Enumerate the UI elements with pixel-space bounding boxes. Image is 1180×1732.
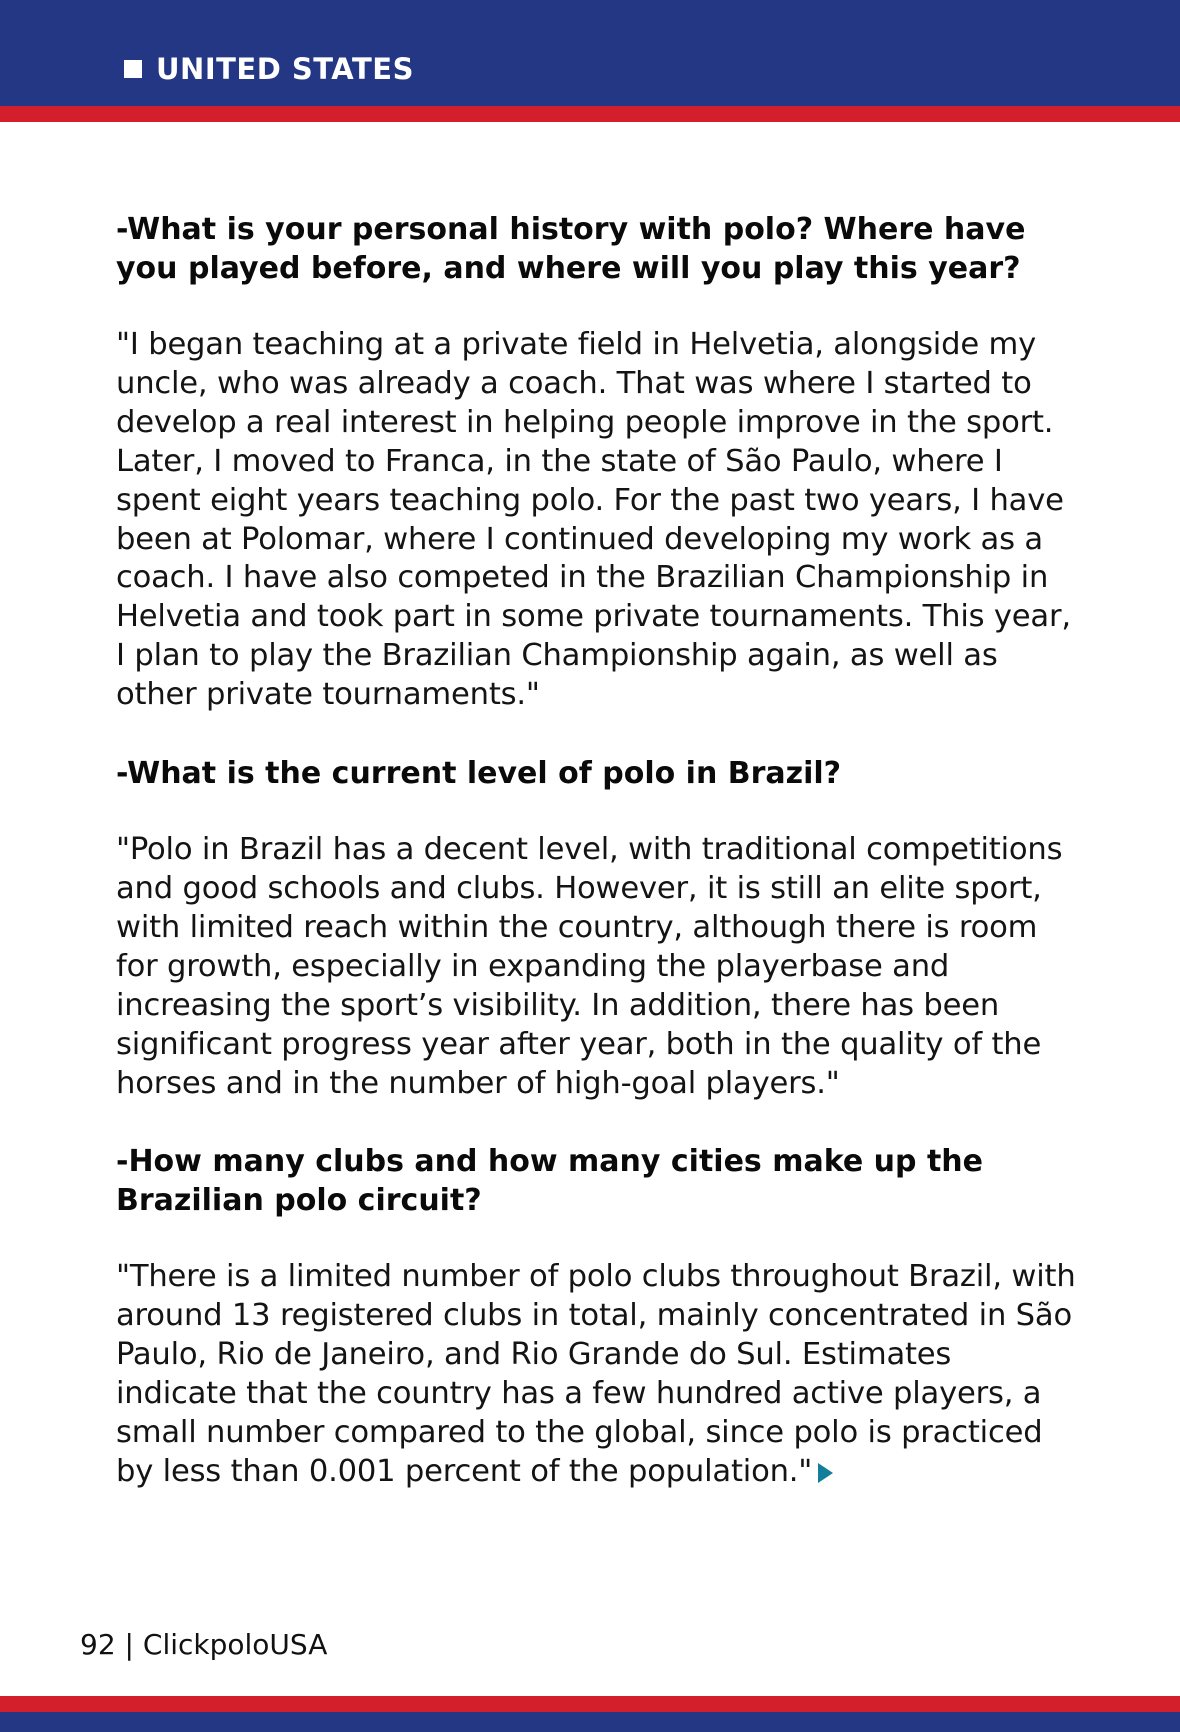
answer-3: [116, 1258, 1076, 1491]
section-label: [124, 52, 414, 86]
header-band: [0, 0, 1180, 106]
footer-stripe: [0, 1696, 1180, 1712]
question-3: -How many clubs and how many cities make up the Brazilian polo circuit?: [116, 1144, 983, 1219]
footer-band: [0, 1712, 1180, 1732]
answer-2: "Polo in Brazil has a decent level, with traditional competitions and good schools and clubs. However, it is still an elite sport, with limited reach within the country, although there is room for growth, especially in expanding the playerbase and increasing the sport’s visibility. In addition, there has been significant progress year after year, both in the quality of the horses and in the number of high-goal players.": [116, 832, 1063, 1101]
question-1: -What is your personal history with polo? Where have you played before, and where will you play this year?: [116, 212, 1026, 286]
publication-name: ClickpoloUSA: [142, 1628, 328, 1661]
answer-3-text: "There is a limited number of polo clubs throughout Brazil, with around 13 registered clubs in total, mainly concentrated in São Paulo, Rio de Janeiro, and Rio Grande do Sul. Estimates indicate that the country has a few hundred active players, a small number compared to the global, since polo is practiced by less than 0.001 percent of the population.": [116, 1259, 1076, 1489]
article-body: [116, 210, 1076, 1531]
page-footer: [80, 1628, 327, 1661]
footer-separator: |: [124, 1628, 134, 1661]
question-2: -What is the current level of polo in Brazil?: [116, 756, 842, 792]
square-bullet-icon: [124, 60, 142, 78]
answer-1: "I began teaching at a private field in Helvetia, alongside my uncle, who was already a coach. That was where I started to develop a real interest in helping people improve in the sport. Later, I moved to Franca, in the state of São Paulo, where I spent eight years teaching polo. For the past two years, I have been at Polomar, where I continued developing my work as a coach. I have also competed in the Brazilian Championship in Helvetia and took part in some private tournaments. This year, I plan to play the Brazilian Championship again, as well as other private tournaments.": [116, 327, 1071, 713]
header-stripe: [0, 106, 1180, 122]
section-label-text: UNITED STATES: [156, 52, 414, 86]
page-number: 92: [80, 1628, 116, 1661]
triangle-right-icon[interactable]: [818, 1463, 833, 1483]
